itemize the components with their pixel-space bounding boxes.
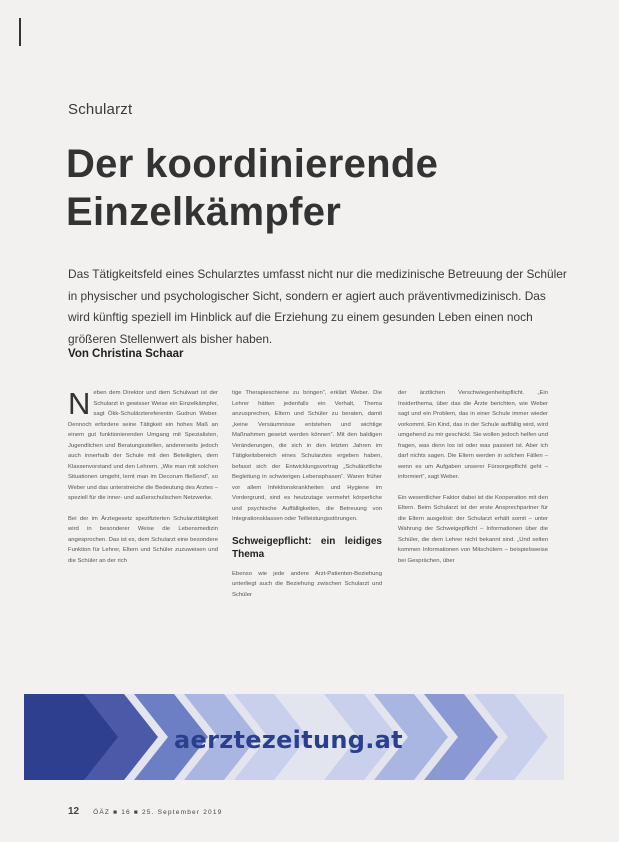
column-2-paragraph-1: tige Therapieschiene zu bringen“, erklärt Weber. Die Lehrer hätten jedenfalls ein Verhalt, Thema anzusprechen, Eltern und Schüler zu beraten, damit „keine Versäumnisse entstehen und wichtige Maßnahmen gesetzt werden können“. Mit den baldigen Veränderungen, die sich in den letzten Jahren im Tätigkeitsbereich eines Schularztes ergeben haben, befasst sich der Entwicklungsvortrag „Schulärztliche Begleitung in schwierigen Lebensphasen“. Waren früher vor allem Infektionskrankheiten und Hygiene im Vordergrund, sind es heutzutage vermehrt körperliche und psychische Auffälligkeiten, die Betreuung von Integrationsklassen oder Teilleistungsstörungen. [232, 390, 382, 522]
byline: Von Christina Schaar [68, 348, 184, 360]
column-1-paragraph-1-text: eben dem Direktor und dem Schulwart ist der Schularzt in gewisser Weise ein Einzelkämpfer, sagt Ökk-Schulärztereferentin Gudrun Weber. Dennoch erfordere seine Tätigkeit ein hohes Maß an einem gut funktionierenden Umgang mit Spezialisten, Jugendlichen und Beratungsstellen, andererseits jedoch auch innerhalb der Schule mit den Beteiligten, dem Klassenvorstand und den Lehrern. „Wie man mit solchen Situationen umgeht, lernt man im Decorum fließend“, so Weber und das unterstreiche die Bedeutung des Arztes – speziell für die inner- und außerschulischen Netzwerke. [68, 390, 218, 501]
headline-line-2: Einzelkämpfer [66, 190, 342, 234]
headline [66, 140, 438, 236]
article-column-2 [232, 388, 382, 610]
article-column-1 [68, 388, 218, 576]
page-edge-mark [19, 18, 21, 46]
page-number: 12 [68, 806, 80, 817]
column-1-paragraph-1 [68, 388, 218, 504]
column-1-paragraph-2: Bei der im Ärztegesetz spezifizierten Schularzttätigkeit wird in besonderer Weise die Lebensmedizin angesprochen. Das ist es, dem Schularzt eine besondere Funktion für Lehrer, Eltern und Schüler zuzuweisen und die Schüler an der rich [68, 515, 218, 564]
aerztezeitung-banner[interactable] [24, 694, 564, 780]
column-3-paragraph-2: Ein wesentlicher Faktor dabei ist die Kooperation mit den Eltern. Beim Schularzt ist der erste Ansprechpartner für die Eltern ausgelöst: der Schularzt erhält somit – unter Wahrung der Schweigepflicht – Informationen über die Schüler, die dem Lehrer nicht bekannt sind. „Und selten kommen Informationen von Mitschülern – beispielsweise bei Gesprächen, über [398, 494, 548, 564]
section-label: Schularzt [68, 101, 133, 118]
drop-cap: N [68, 386, 91, 421]
column-2-paragraph-2: Ebenso wie jede andere Arzt-Patienten-Beziehung unterliegt auch die Beziehung zwischen Schularzt und Schüler [232, 570, 382, 598]
page-footer [68, 806, 223, 817]
issue-info: ÖÄZ ■ 16 ■ 25. September 2019 [93, 809, 223, 816]
article-column-3 [398, 388, 548, 576]
lead-paragraph: Das Tätigkeitsfeld eines Schularztes umfasst nicht nur die medizinische Betreuung der Schüler in physischer und psychologischer Sicht, sondern er agiert auch präventivmedizinisch. Das wird künftig speziell im Hinblick auf die Erziehung zu einem gesunden Leben einen noch größeren Stellenwert als bisher haben. [68, 267, 567, 346]
subheading-schweigepflicht: Schweigepflicht: ein leidiges Thema [232, 535, 382, 560]
headline-line-1: Der koordinierende [66, 142, 439, 186]
banner-url[interactable]: aerztezeitung.at [174, 726, 403, 754]
column-3-paragraph-1: der ärztlichen Verschwiegenheitspflicht. „Ein Insiderthema, über das die Ärzte berichten, wie Weber sagt und ein Problem, das in einer Schule immer wieder vorkommt. Ein Kind, das in der Schule auffällig wird, wird umgehend zu mir geschickt. Sie wollen jedoch helfen und fragen, was denn los ist oder was passiert ist. Aber ich darf nichts sagen. Die Eltern werden in solchen Fällen – wenn es um Aufgaben unserer Fürsorgepflicht geht – informiert“, sagt Weber. [398, 390, 548, 480]
